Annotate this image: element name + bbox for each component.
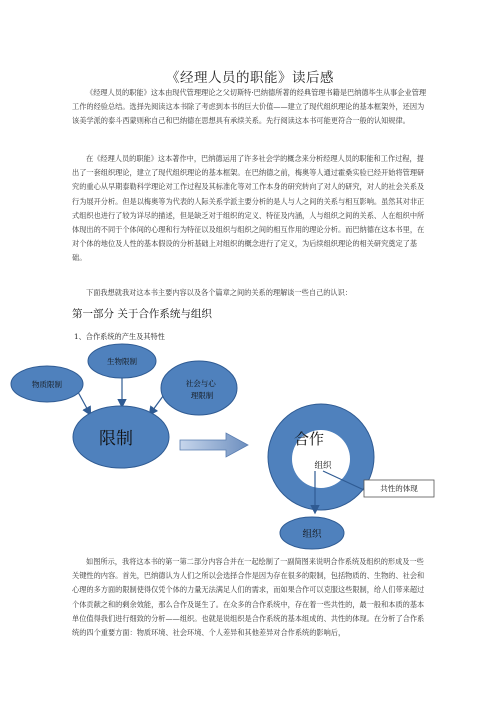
organization-label: 组织 <box>302 529 322 540</box>
subsection-heading: 1、合作系统的产生及其特性 <box>74 332 165 341</box>
connector-line <box>78 392 90 414</box>
biological-limit-label: 生物限制 <box>107 357 137 366</box>
physical-limit-label: 物质限制 <box>32 380 62 389</box>
cooperation-label: 合作 <box>293 430 325 448</box>
social-psychological-limit-label: 社会与心 理限制 <box>185 379 216 400</box>
common-manifest-label: 共性的体现 <box>380 484 418 493</box>
flow-arrow <box>180 433 248 457</box>
social-psychological-limit-node <box>161 361 237 415</box>
intro-paragraph: 《经理人员的职能》这本由现代管理理论之父切斯特·巴纳德所著的经典管理书籍是巴纳德毕生从事企业管理工作的经验总结。选择先阅读这本书除了考虑到本书的巨大价值——建立了现代组织理论的基本框架外，还因为该美学派的泰斗西蒙则称自己和巴纳德在思想具有承续关系。先行阅读这本书可能更符合一般的认知规律。 <box>72 88 427 126</box>
limit-label: 限制 <box>99 429 133 449</box>
document-title: 《经理人员的职能》读后感 <box>166 70 334 86</box>
analysis-paragraph: 在《经理人员的职能》这本著作中，巴纳德运用了许多社会学的概念来分析经理人员的职能和工作过程，提出了一套组织理论，建立了现代组织理论的基本框架。在巴纳德之前，梅奥等人通过霍桑实验已经开始将管理研究的重心从早期泰勒科学理论对工作过程及其标准化等对工作本身的研究转向了对人的研究，对人的社会关系及行为展开分析。但是以梅奥等为代表的人际关系学派主要分析的是人与人之间的关系与相互影响。虽然其对非正式组织也进行了较为详尽的描述，但是缺乏对于组织的定义、特征及内涵，人与组织之间的关系、人在组织中所体现出的不同于个体间的心理和行为特征以及组织与组织之间的相互作用的理论分析。而巴纳德在这本书里，在对个体的地位及人性的基本假设的分析基础上对组织的概念进行了定义，为后续组织理论的相关研究奠定了基础。 <box>72 154 425 263</box>
transition-paragraph: 下面我想就我对这本书主要内容以及各个篇章之间的关系的理解谈一些自己的认识： <box>86 288 352 297</box>
cooperation-diagram <box>0 340 500 550</box>
closing-paragraph: 如图所示，我将这本书的第一第二部分内容合并在一起绘制了一副简图来说明合作系统及组织的形成及一些关键性的内容。首先，巴纳德认为人们之所以会选择合作是因为存在很多的限制，包括物质的、生物的、社会和心理的多方面的限制使得仅凭个体的力量无法满足人们的需求，而如果合作可以克服这些限制，给人们带来超过个体贡献之和的剩余效能，那么合作及诞生了。在众多的合作系统中，存在着一些共性的，最一般和本质的基本单位值得我们进行细致的分析——组织。也就是说组织是合作系统的基本组成的、共性的体现。在分析了合作系统的四个重要方面：物质环境、社会环境、个人差异和其他差异对合作系统的影响后， <box>72 557 425 638</box>
organization-inner-label: 组织 <box>314 461 332 471</box>
section-heading: 第一部分 关于合作系统与组织 <box>72 308 212 320</box>
